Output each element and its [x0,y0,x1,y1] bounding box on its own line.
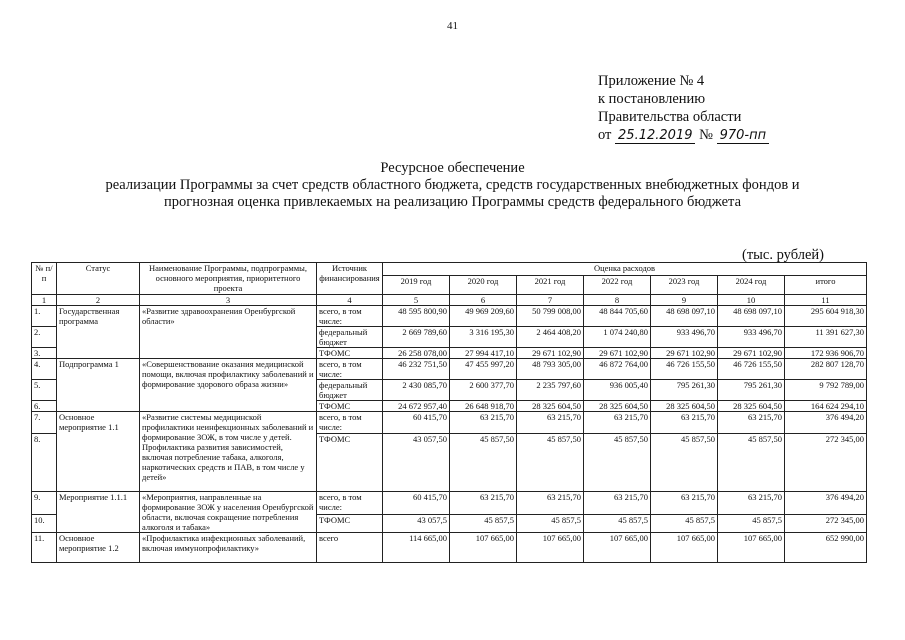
row-source: всего, в том числе: [317,306,383,327]
table-row [32,359,867,380]
row-number: 6. [32,401,57,412]
column-number: 8 [584,295,651,306]
row-year-value: 63 215,70 [651,492,718,515]
header-status: Статус [57,263,140,295]
header-source: Источник финансирования [317,263,383,295]
row-year-value: 63 215,70 [584,412,651,434]
row-year-value: 48 844 705,60 [584,306,651,327]
row-number: 3. [32,348,57,359]
row-total-value: 164 624 294,10 [785,401,867,412]
units-label: (тыс. рублей) [742,247,824,263]
row-year-value: 48 793 305,00 [517,359,584,380]
row-name: «Профилактика инфекционных заболеваний, включая иммунопрофилактику» [140,533,317,563]
row-total-value: 652 990,00 [785,533,867,563]
column-number: 6 [450,295,517,306]
row-year-value: 45 857,50 [584,434,651,492]
table-row [32,533,867,563]
row-year-value: 63 215,70 [517,492,584,515]
row-year-value: 46 726 155,50 [718,359,785,380]
appendix-from: от [598,127,612,143]
row-year-value: 45 857,5 [718,514,785,532]
header-year: 2024 год [718,276,785,295]
row-year-value: 107 665,00 [584,533,651,563]
resource-table [31,262,867,563]
column-number: 7 [517,295,584,306]
row-year-value: 1 074 240,80 [584,327,651,348]
row-year-value: 45 857,50 [718,434,785,492]
row-year-value: 107 665,00 [517,533,584,563]
row-source: ТФОМС [317,348,383,359]
column-number: 9 [651,295,718,306]
row-total-value: 272 345,00 [785,514,867,532]
title-line-1: Ресурсное обеспечение [380,160,525,176]
row-year-value: 107 665,00 [450,533,517,563]
row-total-value: 295 604 918,30 [785,306,867,327]
row-year-value: 50 799 008,00 [517,306,584,327]
row-year-value: 48 698 097,10 [651,306,718,327]
row-source: всего, в том числе: [317,412,383,434]
table-body [32,306,867,563]
row-status: Государственная программа [57,306,140,359]
appendix-date: 25.12.2019 [615,128,695,144]
row-year-value: 933 496,70 [651,327,718,348]
row-year-value: 45 857,50 [651,434,718,492]
row-total-value: 376 494,20 [785,492,867,515]
row-year-value: 46 232 751,50 [383,359,450,380]
page-number: 41 [447,20,458,32]
row-source: ТФОМС [317,401,383,412]
row-year-value: 45 857,50 [517,434,584,492]
header-year: 2020 год [450,276,517,295]
row-year-value: 2 235 797,60 [517,380,584,401]
row-number: 9. [32,492,57,515]
row-source: ТФОМС [317,434,383,492]
row-total-value: 272 345,00 [785,434,867,492]
column-number: 3 [140,295,317,306]
document-title [0,160,905,211]
row-number: 4. [32,359,57,380]
row-total-value: 11 391 627,30 [785,327,867,348]
row-total-value: 376 494,20 [785,412,867,434]
column-number: 5 [383,295,450,306]
column-number: 4 [317,295,383,306]
row-year-value: 60 415,70 [383,412,450,434]
row-year-value: 26 258 078,00 [383,348,450,359]
row-year-value: 795 261,30 [651,380,718,401]
row-year-value: 933 496,70 [718,327,785,348]
row-year-value: 24 672 957,40 [383,401,450,412]
appendix-decree: к постановлению [598,91,706,107]
row-year-value: 28 325 604,50 [517,401,584,412]
header-year: 2019 год [383,276,450,295]
appendix-num-sign: № [699,127,713,143]
row-year-value: 2 430 085,70 [383,380,450,401]
row-year-value: 2 669 789,60 [383,327,450,348]
row-year-value: 48 698 097,10 [718,306,785,327]
row-year-value: 2 600 377,70 [450,380,517,401]
row-number: 1. [32,306,57,327]
row-year-value: 795 261,30 [718,380,785,401]
row-year-value: 27 994 417,10 [450,348,517,359]
row-number: 10. [32,514,57,532]
row-status: Основное мероприятие 1.1 [57,412,140,492]
row-year-value: 48 595 800,90 [383,306,450,327]
row-year-value: 28 325 604,50 [584,401,651,412]
row-year-value: 45 857,5 [450,514,517,532]
row-year-value: 63 215,70 [517,412,584,434]
row-year-value: 45 857,5 [651,514,718,532]
row-source: всего [317,533,383,563]
row-total-value: 172 936 906,70 [785,348,867,359]
row-year-value: 28 325 604,50 [651,401,718,412]
row-year-value: 936 005,40 [584,380,651,401]
title-line-2: реализации Программы за счет средств областного бюджета, средств государственных внебюджетных фондов и [105,177,800,193]
row-year-value: 46 726 155,50 [651,359,718,380]
header-year: 2023 год [651,276,718,295]
table-row [32,492,867,515]
row-year-value: 47 455 997,20 [450,359,517,380]
column-number: 11 [785,295,867,306]
row-year-value: 3 316 195,30 [450,327,517,348]
header-year: 2022 год [584,276,651,295]
row-year-value: 107 665,00 [718,533,785,563]
header-estimate: Оценка расходов [383,263,867,276]
table-row [32,412,867,434]
header-total: итого [785,276,867,295]
row-source: ТФОМС [317,514,383,532]
appendix-block [598,72,769,145]
row-source: федеральный бюджет [317,380,383,401]
row-status: Основное мероприятие 1.2 [57,533,140,563]
row-year-value: 107 665,00 [651,533,718,563]
row-year-value: 63 215,70 [718,412,785,434]
row-name: «Развитие системы медицинской профилактики неинфекционных заболеваний и формирование ЗОЖ, в том числе у детей. Профилактика развития зависимостей, включая потребление табака, алкоголя, наркотических средств и ПАВ, в том числе у детей» [140,412,317,492]
row-year-value: 46 872 764,00 [584,359,651,380]
row-name: «Развитие здравоохранения Оренбургской области» [140,306,317,359]
column-number: 2 [57,295,140,306]
row-year-value: 63 215,70 [450,492,517,515]
table-row [32,306,867,327]
appendix-date-line [598,126,769,145]
row-number: 11. [32,533,57,563]
column-number: 1 [32,295,57,306]
row-year-value: 45 857,50 [450,434,517,492]
row-year-value: 29 671 102,90 [517,348,584,359]
row-year-value: 26 648 918,70 [450,401,517,412]
row-status: Подпрограмма 1 [57,359,140,412]
row-number: 2. [32,327,57,348]
row-year-value: 45 857,5 [584,514,651,532]
row-year-value: 63 215,70 [584,492,651,515]
row-year-value: 2 464 408,20 [517,327,584,348]
row-total-value: 9 792 789,00 [785,380,867,401]
header-name: Наименование Программы, подпрограммы, основного мероприятия, приоритетного проекта [140,263,317,295]
row-year-value: 60 415,70 [383,492,450,515]
row-total-value: 282 807 128,70 [785,359,867,380]
column-number: 10 [718,295,785,306]
row-source: всего, в том числе: [317,492,383,515]
table-header [32,263,867,306]
row-number: 7. [32,412,57,434]
title-line-3: прогнозная оценка привлекаемых на реализацию Программы средств федерального бюджета [163,194,742,210]
row-year-value: 29 671 102,90 [651,348,718,359]
row-year-value: 29 671 102,90 [718,348,785,359]
row-status: Мероприятие 1.1.1 [57,492,140,533]
row-year-value: 63 215,70 [718,492,785,515]
row-name: «Мероприятия, направленные на формирование ЗОЖ у населения Оренбургской области, включая сокращение потребления алкоголя и табака» [140,492,317,533]
row-year-value: 28 325 604,50 [718,401,785,412]
header-num: № п/п [32,263,57,295]
row-source: федеральный бюджет [317,327,383,348]
row-year-value: 43 057,5 [383,514,450,532]
row-year-value: 114 665,00 [383,533,450,563]
row-year-value: 63 215,70 [651,412,718,434]
appendix-authority: Правительства области [598,109,742,125]
row-year-value: 43 057,50 [383,434,450,492]
row-year-value: 63 215,70 [450,412,517,434]
appendix-number: 970-пп [717,128,770,144]
row-source: всего, в том числе: [317,359,383,380]
row-name: «Совершенствование оказания медицинской помощи, включая профилактику заболеваний и формирование здорового образа жизни» [140,359,317,412]
row-number: 8. [32,434,57,492]
row-year-value: 49 969 209,60 [450,306,517,327]
row-year-value: 45 857,5 [517,514,584,532]
row-year-value: 29 671 102,90 [584,348,651,359]
header-year: 2021 год [517,276,584,295]
appendix-title: Приложение № 4 [598,73,705,89]
row-number: 5. [32,380,57,401]
